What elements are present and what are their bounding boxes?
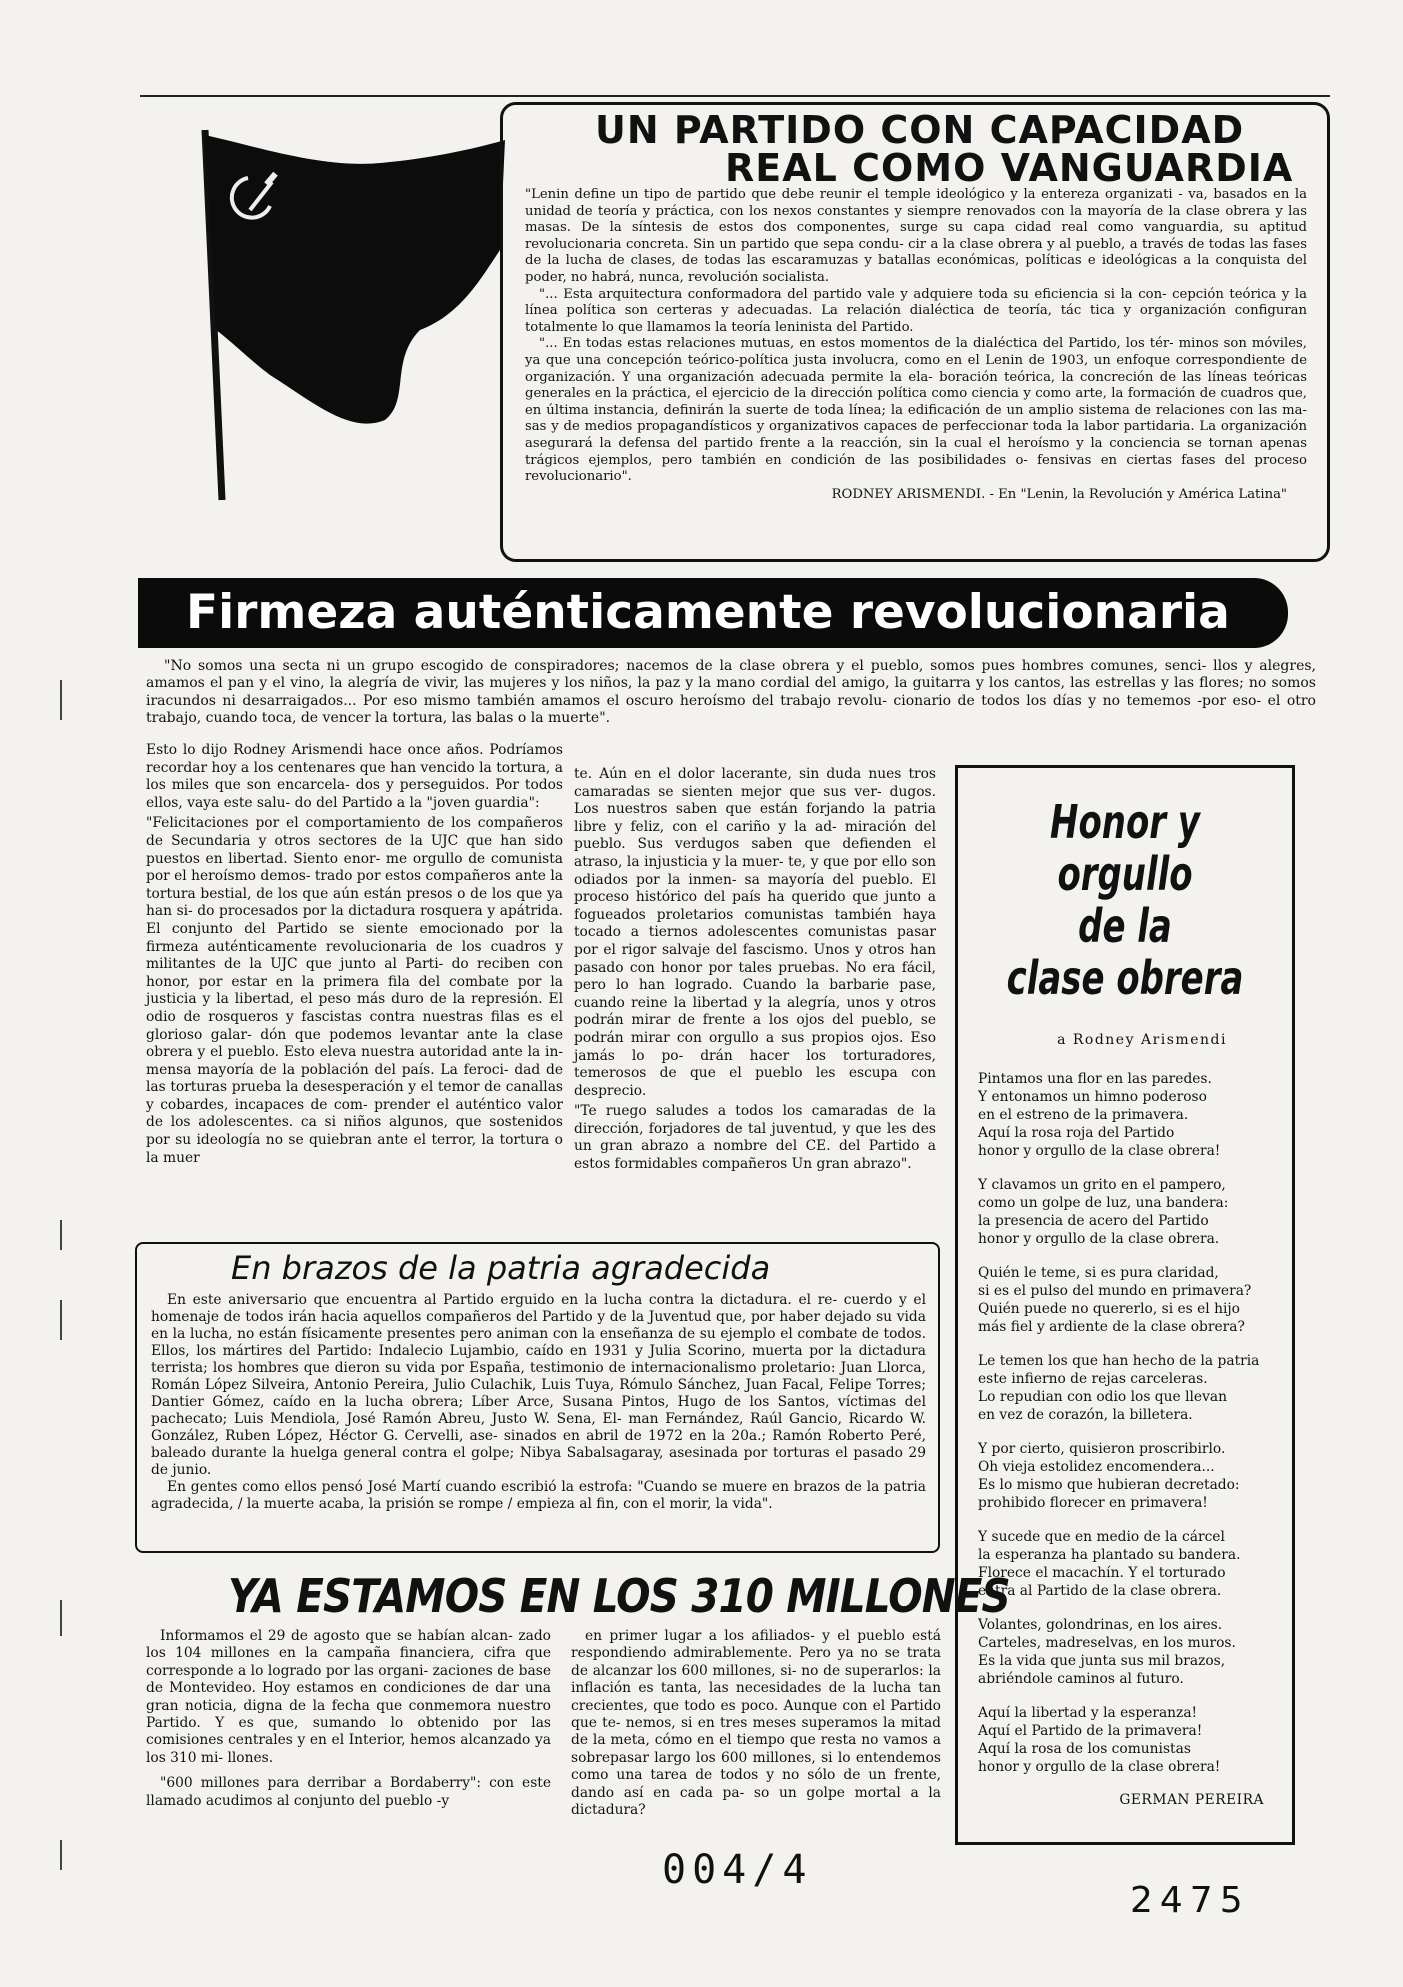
top-article (500, 102, 1330, 562)
poem-stanza (978, 1704, 1272, 1776)
poem-line: entra al Partido de la clase obrera. (978, 1583, 1222, 1599)
page-number: 2475 (1130, 1880, 1250, 1921)
poem-line: Aquí la libertad y la esperanza! (978, 1705, 1198, 1721)
poem-stanza (978, 1070, 1272, 1160)
poem-signature: GERMAN PEREIRA (1119, 1792, 1264, 1808)
poem-line: Y clavamos un grito en el pampero, (978, 1177, 1226, 1193)
top-article-body (525, 187, 1307, 486)
poem-line: honor y orgullo de la clase obrera! (978, 1143, 1221, 1159)
poem-line: Quién le teme, si es pura claridad, (978, 1265, 1219, 1281)
paragraph: Esto lo dijo Rodney Arismendi hace once años. Podríamos recordar hoy a los centenares que han vencido la tortura, a los miles que son encarcela- dos y perseguidos. Por todos ellos, vaya este salu- do del Partido a la "joven guardia": (146, 742, 563, 811)
poem-title-line: clase obrera (1006, 951, 1244, 1005)
poem-line: honor y orgullo de la clase obrera! (978, 1759, 1221, 1775)
banner-quote: "No somos una secta ni un grupo escogido de conspiradores; nacemos de la clase obrera y el pueblo, somos pues hombres comunes, senci- llos y alegres, amamos el pan y el vino, la alegría de vivir, las mujeres y los niños, la paz y la mano cordial del amigo, la guitarra y los cantos, las estrellas y las flores; no somos iracundos ni desarraigados... Por eso mismo también amamos el oscuro heroísmo del trabajo revolu- cionario de todos los días y no tememos -por eso- el otro trabajo, cuando toca, de vencer la tortura, las balas o la muerte". (146, 658, 1316, 727)
poem-line: Quién puede no quererlo, si es el hijo (978, 1301, 1240, 1317)
margin-mark (60, 1840, 62, 1870)
top-article-signature: RODNEY ARISMENDI. - En "Lenin, la Revolución y América Latina" (831, 486, 1287, 502)
paragraph: "Te ruego saludes a todos los camaradas de la dirección, forjadores de tal juventud, y que les des un gran abrazo a nombre del CE. del Partido a estos formidables compañeros Un gran abrazo". (574, 1103, 936, 1173)
middle-column-1 (146, 742, 563, 1170)
poem-stanza (978, 1440, 1272, 1512)
millones-column-1 (146, 1628, 551, 1818)
middle-column-2 (574, 766, 936, 1177)
poem-line: prohibido florecer en primavera! (978, 1495, 1208, 1511)
poem-dedication: a Rodney Arismendi (1057, 1032, 1227, 1048)
poem-line: este infierno de rejas carceleras. (978, 1371, 1208, 1387)
paragraph: Informamos el 29 de agosto que se habían alcan- zado los 104 millones en la campaña financiera, cifra que corresponde a lo logrado por las organi- zaciones de base de Montevideo. Hoy estamos en condiciones de dar una gran noticia, digna de la fecha que conmemora nuestro Partido. Y es que, sumando lo obtenido por las comisiones centrales y en el Interior, hemos alcanzado ya los 310 mi- llones. (146, 1628, 551, 1766)
poem-stanza (978, 1352, 1272, 1424)
poem-line: abriéndole caminos al futuro. (978, 1671, 1184, 1687)
margin-mark (60, 1220, 62, 1250)
poem-line: Es la vida que junta sus mil brazos, (978, 1653, 1226, 1669)
poem-stanza (978, 1528, 1272, 1600)
poem-title (1004, 796, 1245, 1004)
poem-line: honor y orgullo de la clase obrera. (978, 1231, 1220, 1247)
brazos-article (135, 1242, 940, 1553)
paragraph: en primer lugar a los afiliados- y el pueblo está respondiendo admirablemente. Pero ya no se trata de alcanzar los 600 millones, si- no de superarlos: la inflación es tanta, las necesidades de la lucha tan crecientes, que todo es poco. Aunque con el Partido que te- nemos, si en tres meses superamos la mitad de la meta, cómo en el tiempo que resta no vamos a sobrepasar largo los 600 millones, si lo entendemos como una tarea de todos y no sólo de un frente, dando así en cada pa- so un golpe mortal a la dictadura? (571, 1628, 941, 1819)
poem-stanza (978, 1616, 1272, 1688)
margin-mark (60, 1300, 62, 1340)
poem-line: Aquí la rosa de los comunistas (978, 1741, 1191, 1757)
paragraph: "Felicitaciones por el comportamiento de los compañeros de Secundaria y otros sectores de la UJC que han sido puestos en libertad. Siento enor- me orgullo de comunista por el heroísmo demos- trado por estos compañeros ante la tortura bestial, de los que aún están presos o de los que ya han si- do procesados por la dictadura rosquera y apátrida. El conjunto del Partido se siente emocionado por la firmeza auténticamente revolucionaria de los cuadros y militantes de la UJC que junto al Parti- do reciben con honor, por estar en la primera fila del combate por la justicia y la libertad, el peso más duro de la represión. El odio de rosqueros y fascistas contra nuestras filas es el glorioso galar- dón que podemos levantar ante la clase obrera y el pueblo. Esto eleva nuestra autoridad ante la in- mensa mayoría de la población del país. La feroci- dad de las torturas prueba la desesperación y el temor de canallas y cobardes, incapaces de com- prender el auténtico valor de los adolescentes. ca si niños algunos, que sostenidos por su ideología no se quiebran ante el terror, la tortura o la muer (146, 815, 563, 1166)
poem-stanzas (978, 1070, 1272, 1776)
poem-line: en vez de corazón, la billetera. (978, 1407, 1193, 1423)
poem-line: Lo repudian con odio los que llevan (978, 1389, 1227, 1405)
poem-line: Pintamos una flor en las paredes. (978, 1071, 1212, 1087)
millones-column-2 (571, 1628, 941, 1827)
poem-line: Volantes, golondrinas, en los aires. (978, 1617, 1223, 1633)
poem-line: Le temen los que han hecho de la patria (978, 1353, 1260, 1369)
poem-line: en el estreno de la primavera. (978, 1107, 1189, 1123)
poem-line: la esperanza ha plantado su bandera. (978, 1547, 1241, 1563)
poem-line: Florece el macachín. Y el torturado (978, 1565, 1226, 1581)
poem-line: Carteles, madreselvas, en los muros. (978, 1635, 1236, 1651)
brazos-title: En brazos de la patria agradecida (231, 1249, 771, 1287)
banner-headline: Firmeza auténticamente revolucionaria (138, 578, 1288, 648)
poem-box (955, 765, 1295, 1845)
poem-title-line: de la (1078, 899, 1172, 953)
poem-line: si es el pulso del mundo en primavera? (978, 1283, 1252, 1299)
flag-illustration (160, 100, 520, 520)
paragraph: te. Aún en el dolor lacerante, sin duda nues tros camaradas se sienten mejor que sus ver- dugos. Los nuestros saben que están forjando la patria libre y feliz, con el cariño y la ad- miración del pueblo. Sus verdugos saben que defienden el atraso, la injusticia y la muer- te, y que por ello son odiados por la inmen- sa mayoría del pueblo. El proceso histórico del país ha querido que junto a fogueados proletarios comunistas también haya tocado a tiernos adolescentes comunistas pasar por el rigor salvaje del fascismo. Unos y otros han pasado con honor por tales pruebas. No era fácil, pero lo han logrado. Cuando la barbarie pase, cuando reine la libertad y la alegría, unos y otros podrán mirar de frente a los ojos del pueblo, se podrán mirar con orgullo a sus propios ojos. Eso jamás lo po- drán hacer los torturadores, temerosos de que el pueblo les escupa con desprecio. (574, 766, 936, 1099)
margin-mark (60, 680, 62, 720)
poem-line: Aquí el Partido de la primavera! (978, 1723, 1203, 1739)
poem-line: Y sucede que en medio de la cárcel (978, 1529, 1225, 1545)
poem-stanza (978, 1264, 1272, 1336)
top-paragraph: "Lenin define un tipo de partido que debe reunir el temple ideológico y la entereza organizati - va, basados en la unidad de teoría y práctica, con los nexos constantes y siempre renovados con la mayoría de la clase obrera y las masas. De la síntesis de estos dos componentes, surge su capa cidad real como vanguardia, su aptitud revolucionaria concreta. Sin un partido que sepa condu- cir a la clase obrera y al pueblo, a través de todas las fases de la lucha de clases, de todas las escaramuzas y batallas económicas, políticas e ideológicas a la conquista del poder, no habrá, nunca, revolución socialista. (525, 187, 1307, 285)
poem-title-line: Honor y orgullo (1050, 795, 1200, 901)
poem-line: Y entonamos un himno poderoso (978, 1089, 1207, 1105)
margin-mark (60, 1600, 62, 1636)
top-paragraph: "... En todas estas relaciones mutuas, en estos momentos de la dialéctica del Partido, los tér- minos son móviles, ya que una concepción teórico-política justa involucra, como en el Lenin de 1903, un enfoque correspondiente de organización. Y una organización adecuada permite la ela- boración teórica, la concreción de las líneas teóricas generales en la práctica, el ejercicio de la dirección política como ciencia y como arte, la formación de cuadros que, en última instancia, definirán la suerte de toda línea; la edificación de un amplio sistema de relaciones con las ma- sas y de medios propagandísticos y organizativos capaces de perfeccionar toda la labor partidaria. La organización asegurará la defensa del partido frente a la reacción, sin la cual el heroísmo y la conciencia se tornan apenas trágicos ejemplos, pero también en condición de las posibilidades o- fensivas en ciertas fases del proceso revolucionario". (525, 336, 1307, 485)
poem-stanza (978, 1176, 1272, 1248)
poem-line: la presencia de acero del Partido (978, 1213, 1209, 1229)
top-article-title-line1: UN PARTIDO CON CAPACIDAD (595, 108, 1245, 152)
poem-line: como un golpe de luz, una bandera: (978, 1195, 1229, 1211)
millones-headline: YA ESTAMOS EN LOS 310 MILLONES (228, 1569, 1010, 1623)
paragraph: "600 millones para derribar a Bordaberry": con este llamado acudimos al conjunto del pueblo -y (146, 1775, 551, 1809)
poem-line: más fiel y ardiente de la clase obrera? (978, 1319, 1245, 1335)
top-paragraph: "... Esta arquitectura conformadora del partido vale y adquiere toda su eficiencia si la con- cepción teórica y la línea política son certeras y adecuadas. La relación dialéctica de teoría, tác tica y organización configuran totalmente lo que llamamos la teoría leninista del Partido. (525, 286, 1307, 335)
top-rule (140, 95, 1330, 97)
poem-line: Oh vieja estolidez encomendera... (978, 1459, 1215, 1475)
top-article-title-line2: REAL COMO VANGUARDIA (725, 146, 1294, 190)
paragraph: En este aniversario que encuentra al Partido erguido en la lucha contra la dictadura. el re- cuerdo y el homenaje de todos irán hacia aquellos compañeros del Partido y de la Juventud que, por haber dejado su vida en la lucha, no están físicamente presentes pero animan con la enseñanza de su ejemplo el combate de todos. Ellos, los mártires del Partido: Indalecio Lujambio, caído en 1931 y Julia Scorino, muerta por la dictadura terrista; los hombres que dieron su vida por España, testimonio de internacionalismo proletario: Juan Llorca, Román López Silveira, Antonio Pereira, Julio Culachik, Luis Tuya, Rómulo Sánchez, Juan Facal, Felipe Torres; Dantier Gómez, caído en la lucha obrera; Líber Arce, Susana Pintos, Hugo de los Santos, víctimas del pachecato; Luis Mendiola, José Ramón Abreu, Justo W. Sena, El- man Fernández, Raúl Gancio, Ricardo W. González, Ruben López, Héctor G. Cervelli, ase- sinados en abril de 1972 en la 20a.; Ramón Roberto Peré, baleado durante la huelga general contra el golpe; Nibya Sabalsagaray, asesinada por torturas el pasado 29 de junio. (151, 1292, 926, 1478)
folio-number: 004/4 (662, 1847, 813, 1893)
poem-line: Aquí la rosa roja del Partido (978, 1125, 1175, 1141)
paragraph: En gentes como ellos pensó José Martí cuando escribió la estrofa: "Cuando se muere en brazos de la patria agradecida, / la muerte acaba, la prisión se rompe / empieza al fin, con el morir, la vida". (151, 1479, 926, 1512)
poem-line: Es lo mismo que hubieran decretado: (978, 1477, 1240, 1493)
poem-line: Y por cierto, quisieron proscribirlo. (978, 1441, 1226, 1457)
